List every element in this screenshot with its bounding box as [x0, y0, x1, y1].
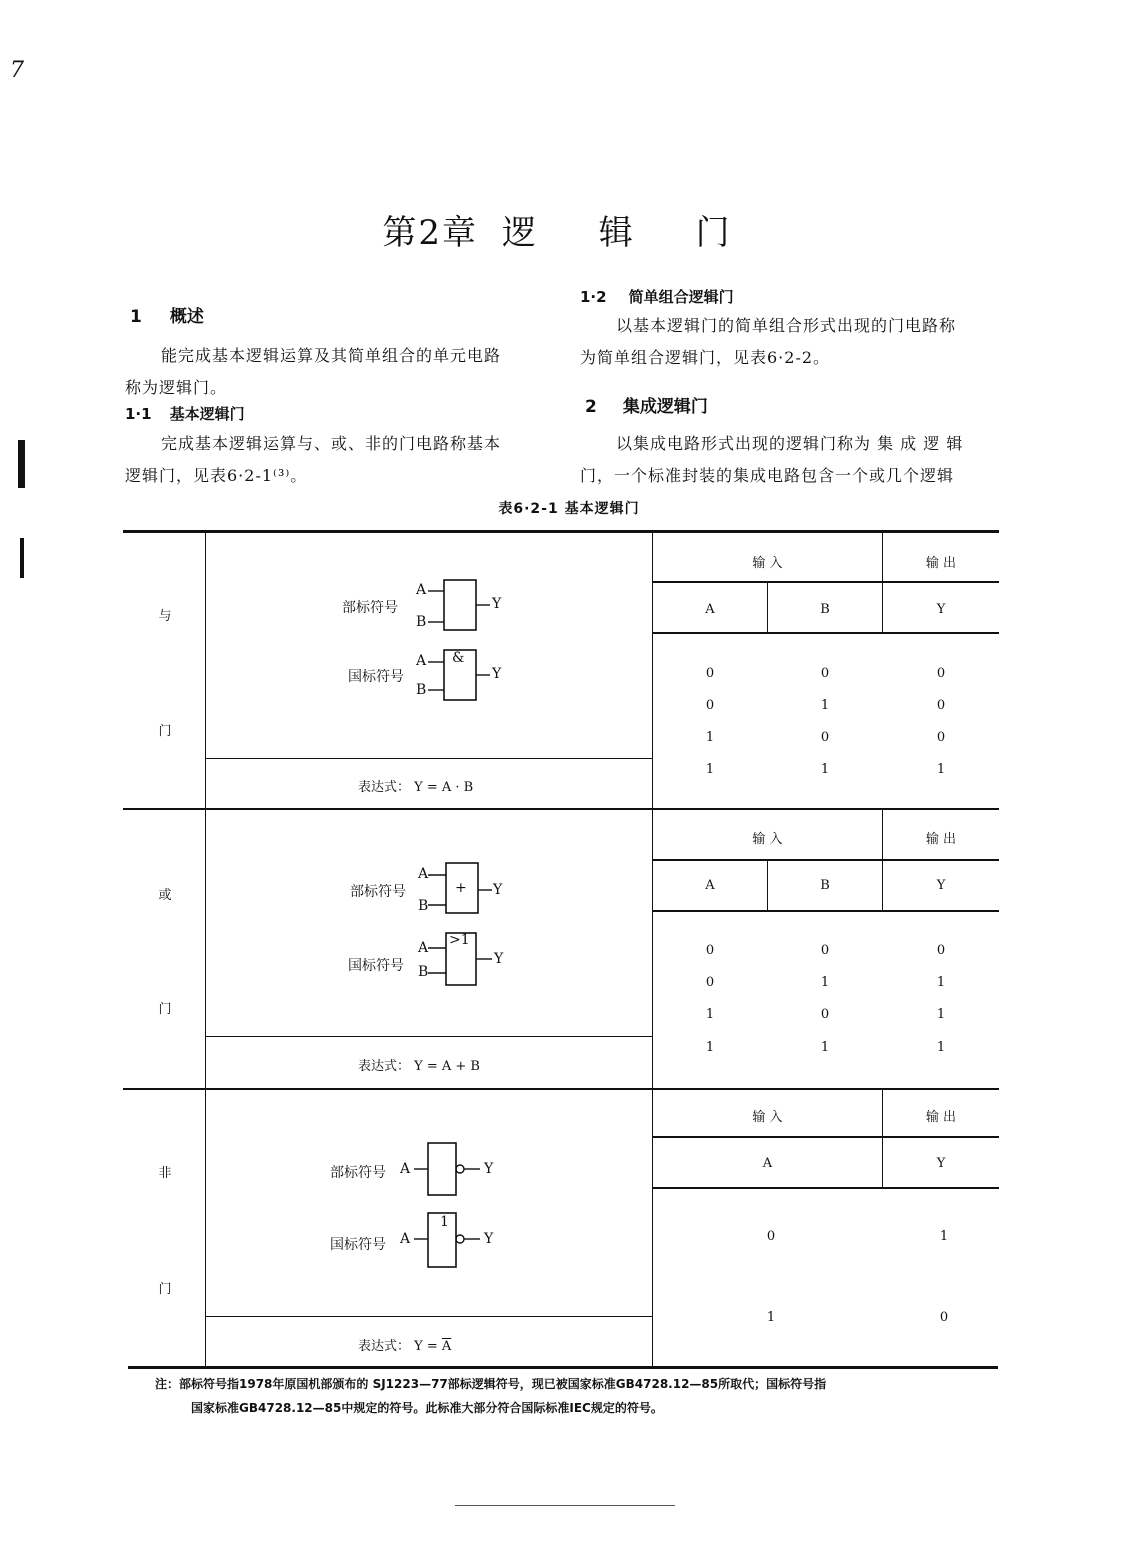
- and-bu-pin-b: B: [416, 614, 427, 630]
- and-header-input: 输 入: [752, 556, 783, 571]
- table-row: 0: [820, 943, 830, 958]
- or-tt-col-out: [882, 810, 883, 910]
- not-bu-pin-y: Y: [484, 1161, 494, 1177]
- table-row: 0: [766, 1229, 776, 1244]
- table-row: 0: [705, 698, 715, 713]
- section-1-2-paragraph: 以基本逻辑门的简单组合形式出现的门电路称 为简单组合逻辑门，见表6·2-2。: [580, 316, 957, 367]
- or-bu-pin-b: B: [418, 898, 429, 914]
- and-guo-symbol-text: &: [452, 650, 465, 666]
- table-footnote: 注：部标符号指1978年原国机部颁布的 SJ1223—77部标逻辑符号，现已被国家标准GB4728.12—85所取代；国标符号指 国家标准GB4728.12—85中规定的符号。此标准大部分符合国际标准IEC规定的符号。: [155, 1377, 827, 1415]
- table-row: 0: [936, 943, 946, 958]
- table-bottom-rule: [128, 1366, 998, 1369]
- and-col-a: A: [705, 602, 715, 617]
- or-guo-pin-y: Y: [494, 951, 504, 967]
- table-row: 0: [936, 698, 946, 713]
- not-tt-rule-2: [653, 1187, 999, 1189]
- not-guo-gate-symbol: [400, 1208, 510, 1272]
- and-bu-label: 部标符号: [342, 600, 398, 616]
- table-row: 1: [936, 1007, 946, 1022]
- table-top-rule: [123, 530, 999, 533]
- and-expr-divider: [206, 758, 652, 759]
- not-guo-symbol-text: 1: [440, 1214, 449, 1230]
- and-tt-rule-1: [653, 581, 999, 583]
- not-col-y: Y: [936, 1156, 946, 1171]
- or-header-input: 输 入: [752, 832, 783, 847]
- table-row: 1: [705, 730, 715, 745]
- not-bu-label: 部标符号: [330, 1165, 386, 1181]
- or-bu-label: 部标符号: [350, 884, 406, 900]
- table-row: 0: [705, 666, 715, 681]
- table-row: 0: [820, 1007, 830, 1022]
- and-expression: 表达式： Y = A · B: [358, 780, 474, 795]
- table-row: 0: [705, 975, 715, 990]
- table-row: 1: [766, 1310, 776, 1325]
- or-guo-pin-b: B: [418, 964, 429, 980]
- not-gate-name-1: 非: [158, 1166, 172, 1181]
- not-gate-name-2: 门: [158, 1282, 172, 1297]
- table-row: 0: [939, 1310, 949, 1325]
- and-guo-pin-y: Y: [492, 666, 502, 682]
- and-guo-pin-b: B: [416, 682, 427, 698]
- table-row: 0: [820, 730, 830, 745]
- and-bu-pin-a: A: [416, 582, 427, 598]
- and-gate-name-1: 与: [158, 609, 172, 624]
- or-header-output: 输 出: [925, 832, 957, 847]
- table-row: 0: [936, 730, 946, 745]
- table-row: 1: [705, 762, 715, 777]
- table-col-divider-1: [205, 533, 206, 1366]
- or-expr-divider: [206, 1036, 652, 1037]
- and-col-b: B: [820, 602, 830, 617]
- not-bu-gate-symbol: [400, 1138, 510, 1202]
- not-header-input: 输 入: [752, 1110, 783, 1125]
- chapter-name: 逻 辑 门: [502, 213, 756, 253]
- page-bottom-rule: [455, 1505, 675, 1506]
- not-expression-bar-a: $\overline{A}$: [441, 1339, 452, 1354]
- row-divider-or-not: [123, 1088, 999, 1090]
- table-row: 1: [820, 698, 830, 713]
- or-bu-symbol-text: +: [455, 880, 467, 896]
- or-col-y: Y: [936, 878, 946, 893]
- page-mark: 7: [10, 58, 24, 83]
- not-guo-pin-a: A: [400, 1231, 411, 1247]
- or-guo-label: 国标符号: [348, 958, 404, 974]
- and-header-output: 输 出: [925, 556, 957, 571]
- or-expression: 表达式： Y = A + B: [358, 1059, 480, 1074]
- table-row: 1: [936, 762, 946, 777]
- table-row: 0: [820, 666, 830, 681]
- table-row: 1: [820, 1040, 830, 1055]
- scan-mark-left-1: [18, 440, 25, 488]
- and-col-y: Y: [936, 602, 946, 617]
- table-row: 1: [705, 1007, 715, 1022]
- row-divider-and-or: [123, 808, 999, 810]
- table-row: 1: [705, 1040, 715, 1055]
- and-bu-pin-y: Y: [492, 596, 502, 612]
- and-tt-col-out: [882, 533, 883, 633]
- table-caption: 表6·2-1 基本逻辑门: [498, 501, 640, 517]
- table-row: 1: [936, 975, 946, 990]
- not-guo-label: 国标符号: [330, 1237, 386, 1253]
- or-bu-pin-a: A: [418, 866, 429, 882]
- or-bu-pin-y: Y: [493, 882, 503, 898]
- not-tt-rule-1: [653, 1136, 999, 1138]
- table-row: 1: [939, 1229, 949, 1244]
- chapter-number: 第2章: [382, 213, 478, 253]
- section-1-1-paragraph: 完成基本逻辑运算与、或、非的门电路称基本 逻辑门，见表6·2-1⁽³⁾。: [125, 434, 502, 485]
- and-guo-label: 国标符号: [348, 669, 404, 685]
- table-row: 0: [936, 666, 946, 681]
- or-col-a: A: [705, 878, 715, 893]
- and-tt-rule-2: [653, 632, 999, 634]
- not-col-a: A: [762, 1156, 773, 1171]
- not-expr-divider: [206, 1316, 652, 1317]
- not-tt-col-out: [882, 1090, 883, 1188]
- not-header-output: 输 出: [925, 1110, 957, 1125]
- not-guo-pin-y: Y: [484, 1231, 494, 1247]
- section-1-2-heading: 1·2 简单组合逻辑门: [580, 288, 734, 306]
- section-1-heading: 1 概述: [130, 307, 204, 327]
- table-row: 1: [936, 1040, 946, 1055]
- or-col-b: B: [820, 878, 830, 893]
- or-gate-name-2: 门: [158, 1002, 172, 1017]
- table-row: 1: [820, 762, 830, 777]
- or-guo-pin-a: A: [418, 940, 429, 956]
- or-guo-symbol-text: >1: [449, 932, 470, 948]
- scan-mark-left-2: [20, 538, 24, 578]
- table-row: 1: [820, 975, 830, 990]
- not-expression: 表达式： $Y = \overline{A}$: [358, 1339, 452, 1354]
- section-1-1-heading: 1·1 基本逻辑门: [125, 405, 245, 423]
- chapter-title: [0, 205, 1138, 254]
- section-2-paragraph: 以集成电路形式出现的逻辑门称为 集 成 逻 辑 门，一个标准封装的集成电路包含一个或几个逻辑: [580, 434, 964, 485]
- or-tt-rule-2: [653, 910, 999, 912]
- or-gate-name-1: 或: [158, 888, 172, 903]
- or-tt-rule-1: [653, 859, 999, 861]
- and-guo-pin-a: A: [416, 653, 427, 669]
- section-1-paragraph: 能完成基本逻辑运算及其简单组合的单元电路 称为逻辑门。: [125, 346, 502, 397]
- section-2-heading: 2 集成逻辑门: [585, 397, 708, 417]
- and-gate-name-2: 门: [158, 724, 172, 739]
- not-bu-pin-a: A: [400, 1161, 411, 1177]
- table-row: 0: [705, 943, 715, 958]
